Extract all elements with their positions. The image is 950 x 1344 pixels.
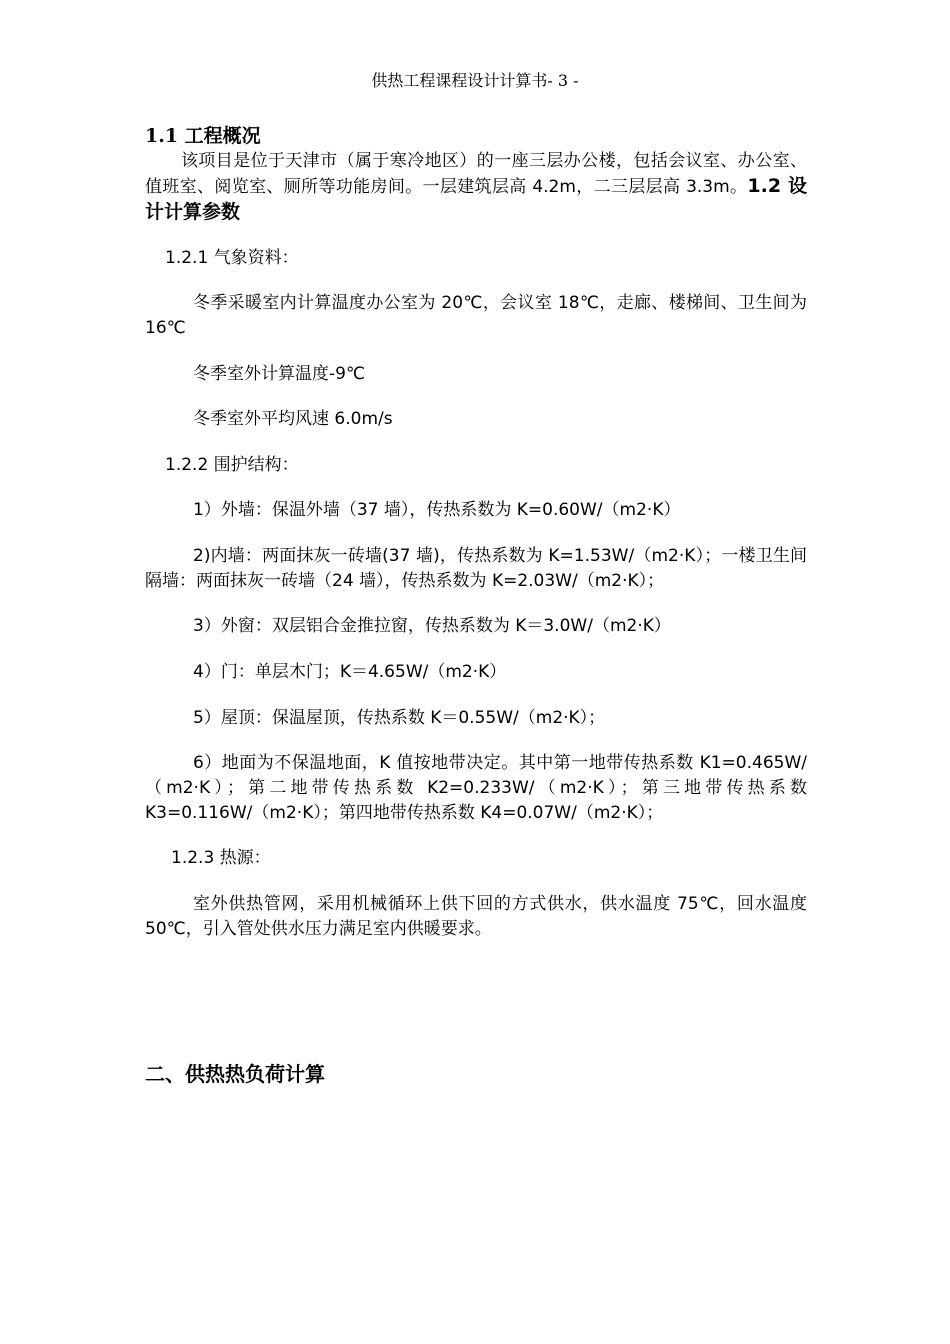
structure-item-1-block (145, 498, 807, 523)
structure-item-5: 5）屋顶：保温屋顶，传热系数 K＝0.55W/（m2·K）； (193, 708, 606, 728)
section-1-1-text (145, 149, 807, 226)
section-1-2-title: 1.2 设计计算参数 (145, 175, 807, 223)
section-1-2-2-heading: 1.2.2 围护结构： (165, 455, 299, 475)
section-1-1-body: 该项目是位于天津市（属于寒冷地区）的一座三层办公楼，包括会议室、办公室、值班室、阅览室、厕所等功能房间。一层建筑层高 4.2m，二三层层高 3.3m。 (145, 151, 807, 197)
section-1-2-2-title (145, 453, 807, 478)
heat-source-block (145, 892, 807, 942)
weather-line-1: 冬季采暖室内计算温度办公室为 20℃，会议室 18℃，走廊、楼梯间、卫生间为 16℃ (145, 293, 807, 338)
section-2-title: 二、供热热负荷计算 (145, 1062, 325, 1086)
structure-item-4-block (145, 660, 807, 685)
weather-line-3: 冬季室外平均风速 6.0m/s (193, 409, 393, 429)
page-header: 供热工程课程设计计算书- 3 - (371, 71, 579, 90)
section-1-2-1-heading: 1.2.1 气象资料： (165, 248, 299, 268)
section-1-1-title: 1.1 工程概况 (145, 125, 261, 147)
structure-item-1: 1）外墙：保温外墙（37 墙），传热系数为 K=0.60W/（m2·K） (193, 500, 681, 520)
weather-line-2: 冬季室外计算温度-9℃ (193, 364, 366, 384)
structure-item-3: 3）外窗：双层铝合金推拉窗，传热系数为 K＝3.0W/（m2·K） (193, 616, 671, 636)
section-1-2-3-title (145, 846, 807, 871)
section-2-block (145, 1062, 807, 1087)
weather-line-2-block (145, 362, 807, 387)
structure-item-2-block (145, 544, 807, 594)
heat-source-text: 室外供热管网，采用机械循环上供下回的方式供水，供水温度 75℃，回水温度 50℃，引入管处供水压力满足室内供暖要求。 (145, 894, 807, 939)
structure-item-3-block (145, 614, 807, 639)
structure-item-5-block (145, 706, 807, 731)
structure-item-4: 4）门：单层木门；K＝4.65W/（m2·K） (193, 662, 507, 682)
structure-item-2: 2)内墙：两面抹灰一砖墙(37 墙)，传热系数为 K=1.53W/（m2·K）；一楼卫生间隔墙：两面抹灰一砖墙（24 墙），传热系数为 K=2.03W/（m2·K）； (145, 546, 807, 591)
structure-item-6-block (145, 751, 807, 826)
weather-line-1-block (145, 291, 807, 341)
weather-line-3-block (145, 407, 807, 432)
section-1-1 (145, 124, 807, 226)
structure-item-6: 6）地面为不保温地面，K 值按地带决定。其中第一地带传热系数 K1=0.465W/（m2·K）；第二地带传热系数 K2=0.233W/（m2·K）；第三地带传热系数 K3=0.116W/（m2·K）；第四地带传热系数 K4=0.07W/（m2·K）； (145, 753, 807, 823)
section-1-2-3-heading: 1.2.3 热源： (171, 848, 271, 868)
section-1-2-1-title (145, 246, 807, 271)
